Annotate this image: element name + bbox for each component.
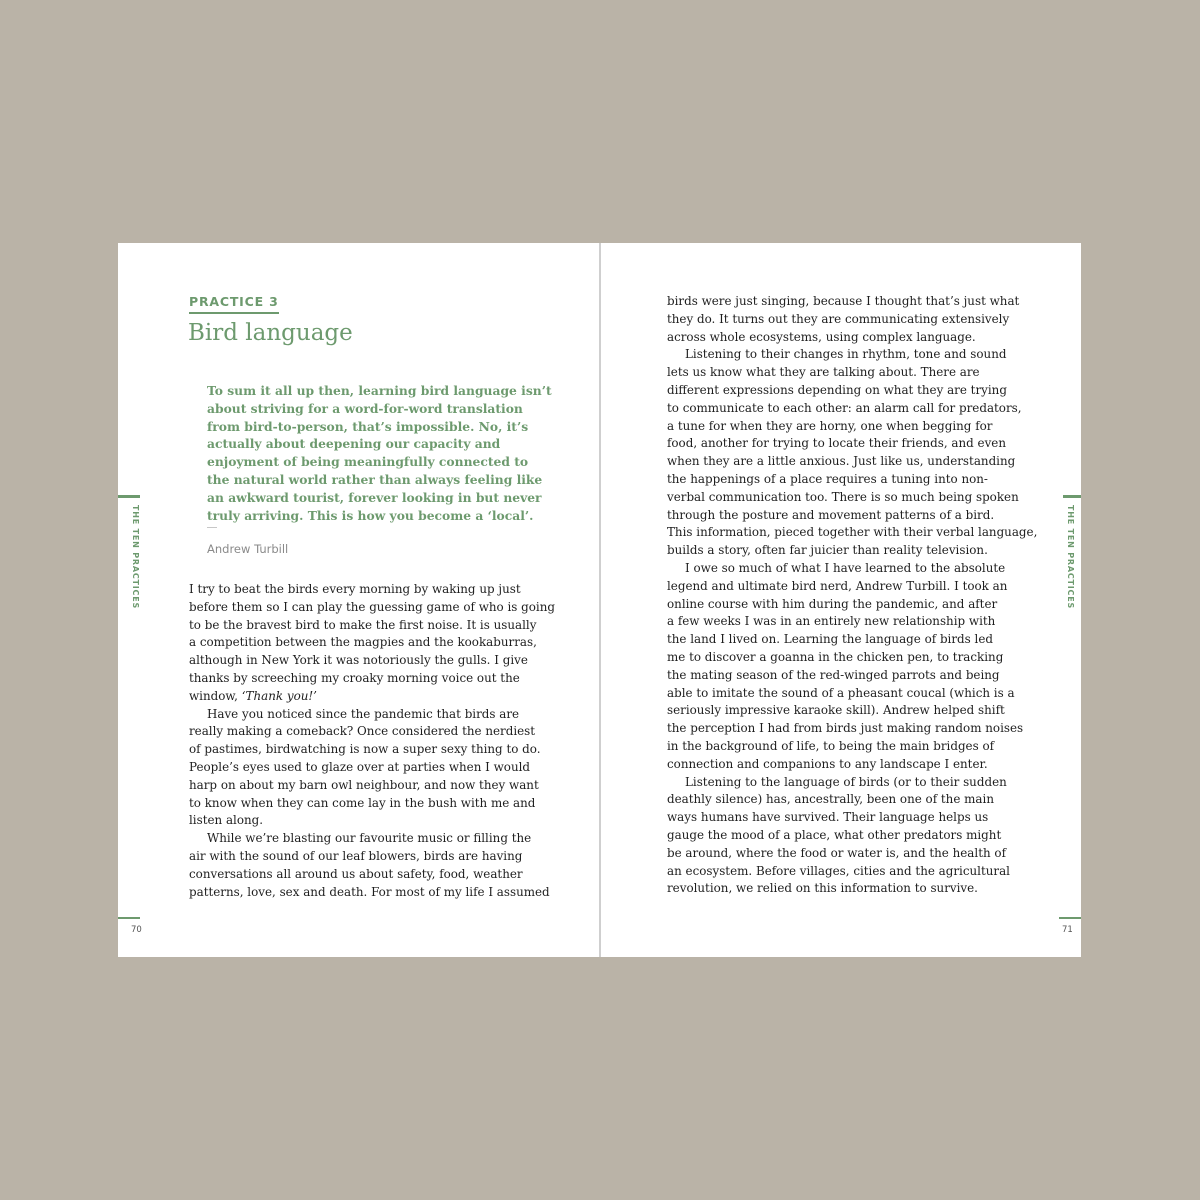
text-line: listen along. bbox=[189, 813, 264, 828]
text-line: an ecosystem. Before villages, cities and the agricultural bbox=[667, 863, 1010, 878]
text-line: across whole ecosystems, using complex language. bbox=[667, 329, 976, 344]
text-line: a competition between the magpies and the kookaburras, bbox=[189, 635, 537, 650]
quote-line: truly arriving. This is how you become a ‘local’. bbox=[207, 507, 534, 523]
quote-line: an awkward tourist, forever looking in but never bbox=[207, 489, 542, 505]
page-number: 70 bbox=[131, 925, 142, 935]
text-line: to communicate to each other: an alarm call for predators, bbox=[667, 400, 1022, 415]
text-line: air with the sound of our leaf blowers, birds are having bbox=[189, 848, 523, 863]
quote-line: actually about deepening our capacity and bbox=[207, 436, 501, 452]
quote-author: Andrew Turbill bbox=[207, 542, 289, 556]
text-line: While we’re blasting our favourite music or filling the bbox=[207, 831, 532, 846]
text-line: the land I lived on. Learning the language of birds led bbox=[667, 632, 993, 647]
quote-divider bbox=[207, 527, 217, 528]
text-line: Have you noticed since the pandemic that birds are bbox=[207, 706, 520, 721]
text-line: seriously impressive karaoke skill). Andrew helped shift bbox=[667, 703, 1005, 718]
quote-line: the natural world rather than always feeling like bbox=[207, 471, 543, 487]
text-line: the mating season of the red-winged parrots and being bbox=[667, 667, 1000, 682]
text-line: Listening to their changes in rhythm, tone and sound bbox=[685, 347, 1007, 362]
text-line: People’s eyes used to glaze over at parties when I would bbox=[189, 759, 531, 774]
text-line: I try to beat the birds every morning by waking up just bbox=[189, 582, 521, 596]
text-line: conversations all around us about safety, food, weather bbox=[189, 866, 523, 881]
text-line: the happenings of a place requires a tuning into non- bbox=[667, 471, 988, 486]
italic-phrase: ‘Thank you!’ bbox=[241, 688, 317, 703]
running-side-label: THE TEN PRACTICES bbox=[131, 505, 140, 610]
text-line: the perception I had from birds just making random noises bbox=[667, 721, 1024, 736]
right-body-text bbox=[667, 293, 1038, 898]
quote-line: enjoyment of being meaningfully connected to bbox=[207, 454, 529, 470]
folio-rule bbox=[118, 917, 140, 919]
text-line: through the posture and movement patterns of a bird. bbox=[667, 507, 995, 522]
text-line: online course with him during the pandemic, and after bbox=[667, 596, 998, 611]
running-side-label: THE TEN PRACTICES bbox=[1066, 505, 1075, 610]
quote-line: about striving for a word-for-word translation bbox=[207, 400, 523, 416]
left-body-text bbox=[189, 581, 555, 901]
text-line: verbal communication too. There is so much being spoken bbox=[667, 489, 1019, 504]
text-line: Listening to the language of birds (or to their sudden bbox=[685, 774, 1007, 789]
text-line: birds were just singing, because I thought that’s just what bbox=[667, 294, 1020, 308]
side-tab-marker bbox=[1063, 495, 1081, 498]
text-line: a tune for when they are horny, one when begging for bbox=[667, 418, 993, 433]
text-line: I owe so much of what I have learned to the absolute bbox=[685, 560, 1006, 575]
text-line: patterns, love, sex and death. For most of my life I assumed bbox=[189, 884, 550, 899]
text-line: connection and companions to any landscape I enter. bbox=[667, 756, 988, 771]
text-line: deathly silence) has, ancestrally, been one of the main bbox=[667, 792, 994, 807]
chapter-title: Bird language bbox=[188, 320, 353, 346]
text-line: really making a comeback? Once considered the nerdiest bbox=[189, 724, 536, 739]
text-line: ways humans have survived. Their language helps us bbox=[667, 810, 989, 825]
text-line: thanks by screeching my croaky morning voice out the bbox=[189, 670, 520, 685]
text-line: food, another for trying to locate their friends, and even bbox=[667, 436, 1006, 451]
text-line: be around, where the food or water is, and the health of bbox=[667, 845, 1006, 860]
text-line bbox=[189, 688, 549, 706]
section-label: PRACTICE 3 bbox=[189, 294, 279, 314]
text-line: although in New York it was notoriously the gulls. I give bbox=[189, 653, 528, 668]
quote-line: from bird-to-person, that’s impossible. No, it’s bbox=[207, 418, 529, 434]
text-line: to know when they can come lay in the bush with me and bbox=[189, 795, 536, 810]
text-line: me to discover a goanna in the chicken pen, to tracking bbox=[667, 649, 1004, 664]
text-line: when they are a little anxious. Just like us, understanding bbox=[667, 454, 1016, 469]
text-line: a few weeks I was in an entirely new relationship with bbox=[667, 614, 996, 629]
left-page bbox=[118, 243, 600, 957]
text-fragment: window, bbox=[189, 688, 242, 703]
text-line: able to imitate the sound of a pheasant coucal (which is a bbox=[667, 685, 1015, 700]
text-line: legend and ultimate bird nerd, Andrew Turbill. I took an bbox=[667, 578, 1008, 593]
text-line: This information, pieced together with their verbal language, bbox=[667, 525, 1038, 540]
text-line: builds a story, often far juicier than reality television. bbox=[667, 543, 988, 558]
text-line: different expressions depending on what they are trying bbox=[667, 382, 1007, 397]
right-page bbox=[600, 243, 1081, 957]
page-number: 71 bbox=[1062, 925, 1073, 935]
text-line: in the background of life, to being the main bridges of bbox=[667, 738, 995, 753]
text-line: before them so I can play the guessing game of who is going bbox=[189, 599, 555, 614]
pull-quote bbox=[207, 382, 552, 524]
quote-line: To sum it all up then, learning bird language isn’t bbox=[207, 383, 552, 398]
side-tab-marker bbox=[118, 495, 140, 498]
folio-rule bbox=[1059, 917, 1081, 919]
text-line: to be the bravest bird to make the first noise. It is usually bbox=[189, 617, 537, 632]
text-line: gauge the mood of a place, what other predators might bbox=[667, 827, 1002, 842]
text-line: lets us know what they are talking about. There are bbox=[667, 365, 980, 380]
text-line: revolution, we relied on this information to survive. bbox=[667, 881, 978, 896]
text-line: harp on about my barn owl neighbour, and now they want bbox=[189, 777, 539, 792]
text-line: of pastimes, birdwatching is now a super sexy thing to do. bbox=[189, 742, 541, 757]
text-line: they do. It turns out they are communicating extensively bbox=[667, 311, 1010, 326]
book-spread bbox=[118, 243, 1081, 957]
